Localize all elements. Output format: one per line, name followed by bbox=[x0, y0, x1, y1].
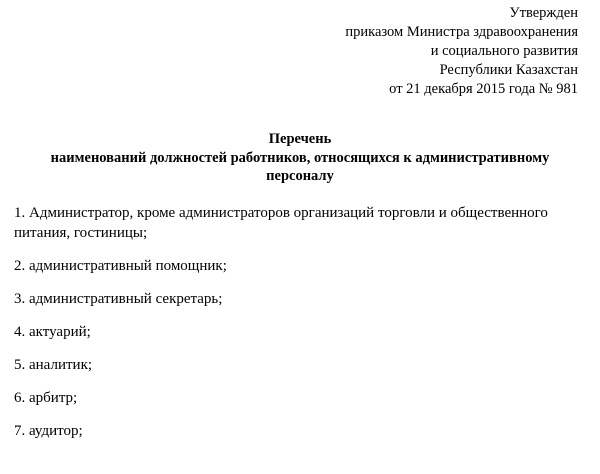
list-item-text: 3. административный секретарь; bbox=[14, 291, 223, 307]
list-item bbox=[14, 388, 594, 408]
list-item-text: 6. арбитр; bbox=[14, 390, 78, 406]
list-item-text: 7. аудитор; bbox=[14, 423, 83, 439]
list-item-text: 4. актуарий; bbox=[14, 324, 91, 340]
approval-stamp-block bbox=[345, 4, 578, 99]
list-item bbox=[14, 289, 594, 309]
approval-line: Республики Казахстан bbox=[439, 62, 578, 78]
approval-line: Утвержден bbox=[509, 5, 578, 21]
list-item bbox=[14, 355, 594, 375]
title-line: Перечень bbox=[268, 131, 332, 147]
list-item-text: 2. административный помощник; bbox=[14, 258, 227, 274]
title-line: наименований должностей работников, относящихся к административному bbox=[50, 149, 550, 166]
list-item-text: 1. Администратор, кроме администраторов организаций торговли и общественного bbox=[14, 205, 548, 221]
list-item bbox=[14, 256, 594, 276]
list-item-text: питания, гостиницы; bbox=[14, 225, 148, 241]
title-line: персоналу bbox=[266, 168, 334, 184]
document-title bbox=[0, 130, 600, 186]
positions-list bbox=[14, 203, 594, 454]
list-item bbox=[14, 203, 594, 243]
list-item-text: 5. аналитик; bbox=[14, 357, 93, 373]
approval-line: приказом Министра здравоохранения bbox=[345, 24, 578, 40]
approval-line: и социального развития bbox=[430, 43, 578, 59]
list-item bbox=[14, 322, 594, 342]
approval-line: от 21 декабря 2015 года № 981 bbox=[389, 81, 578, 97]
list-item bbox=[14, 421, 594, 441]
